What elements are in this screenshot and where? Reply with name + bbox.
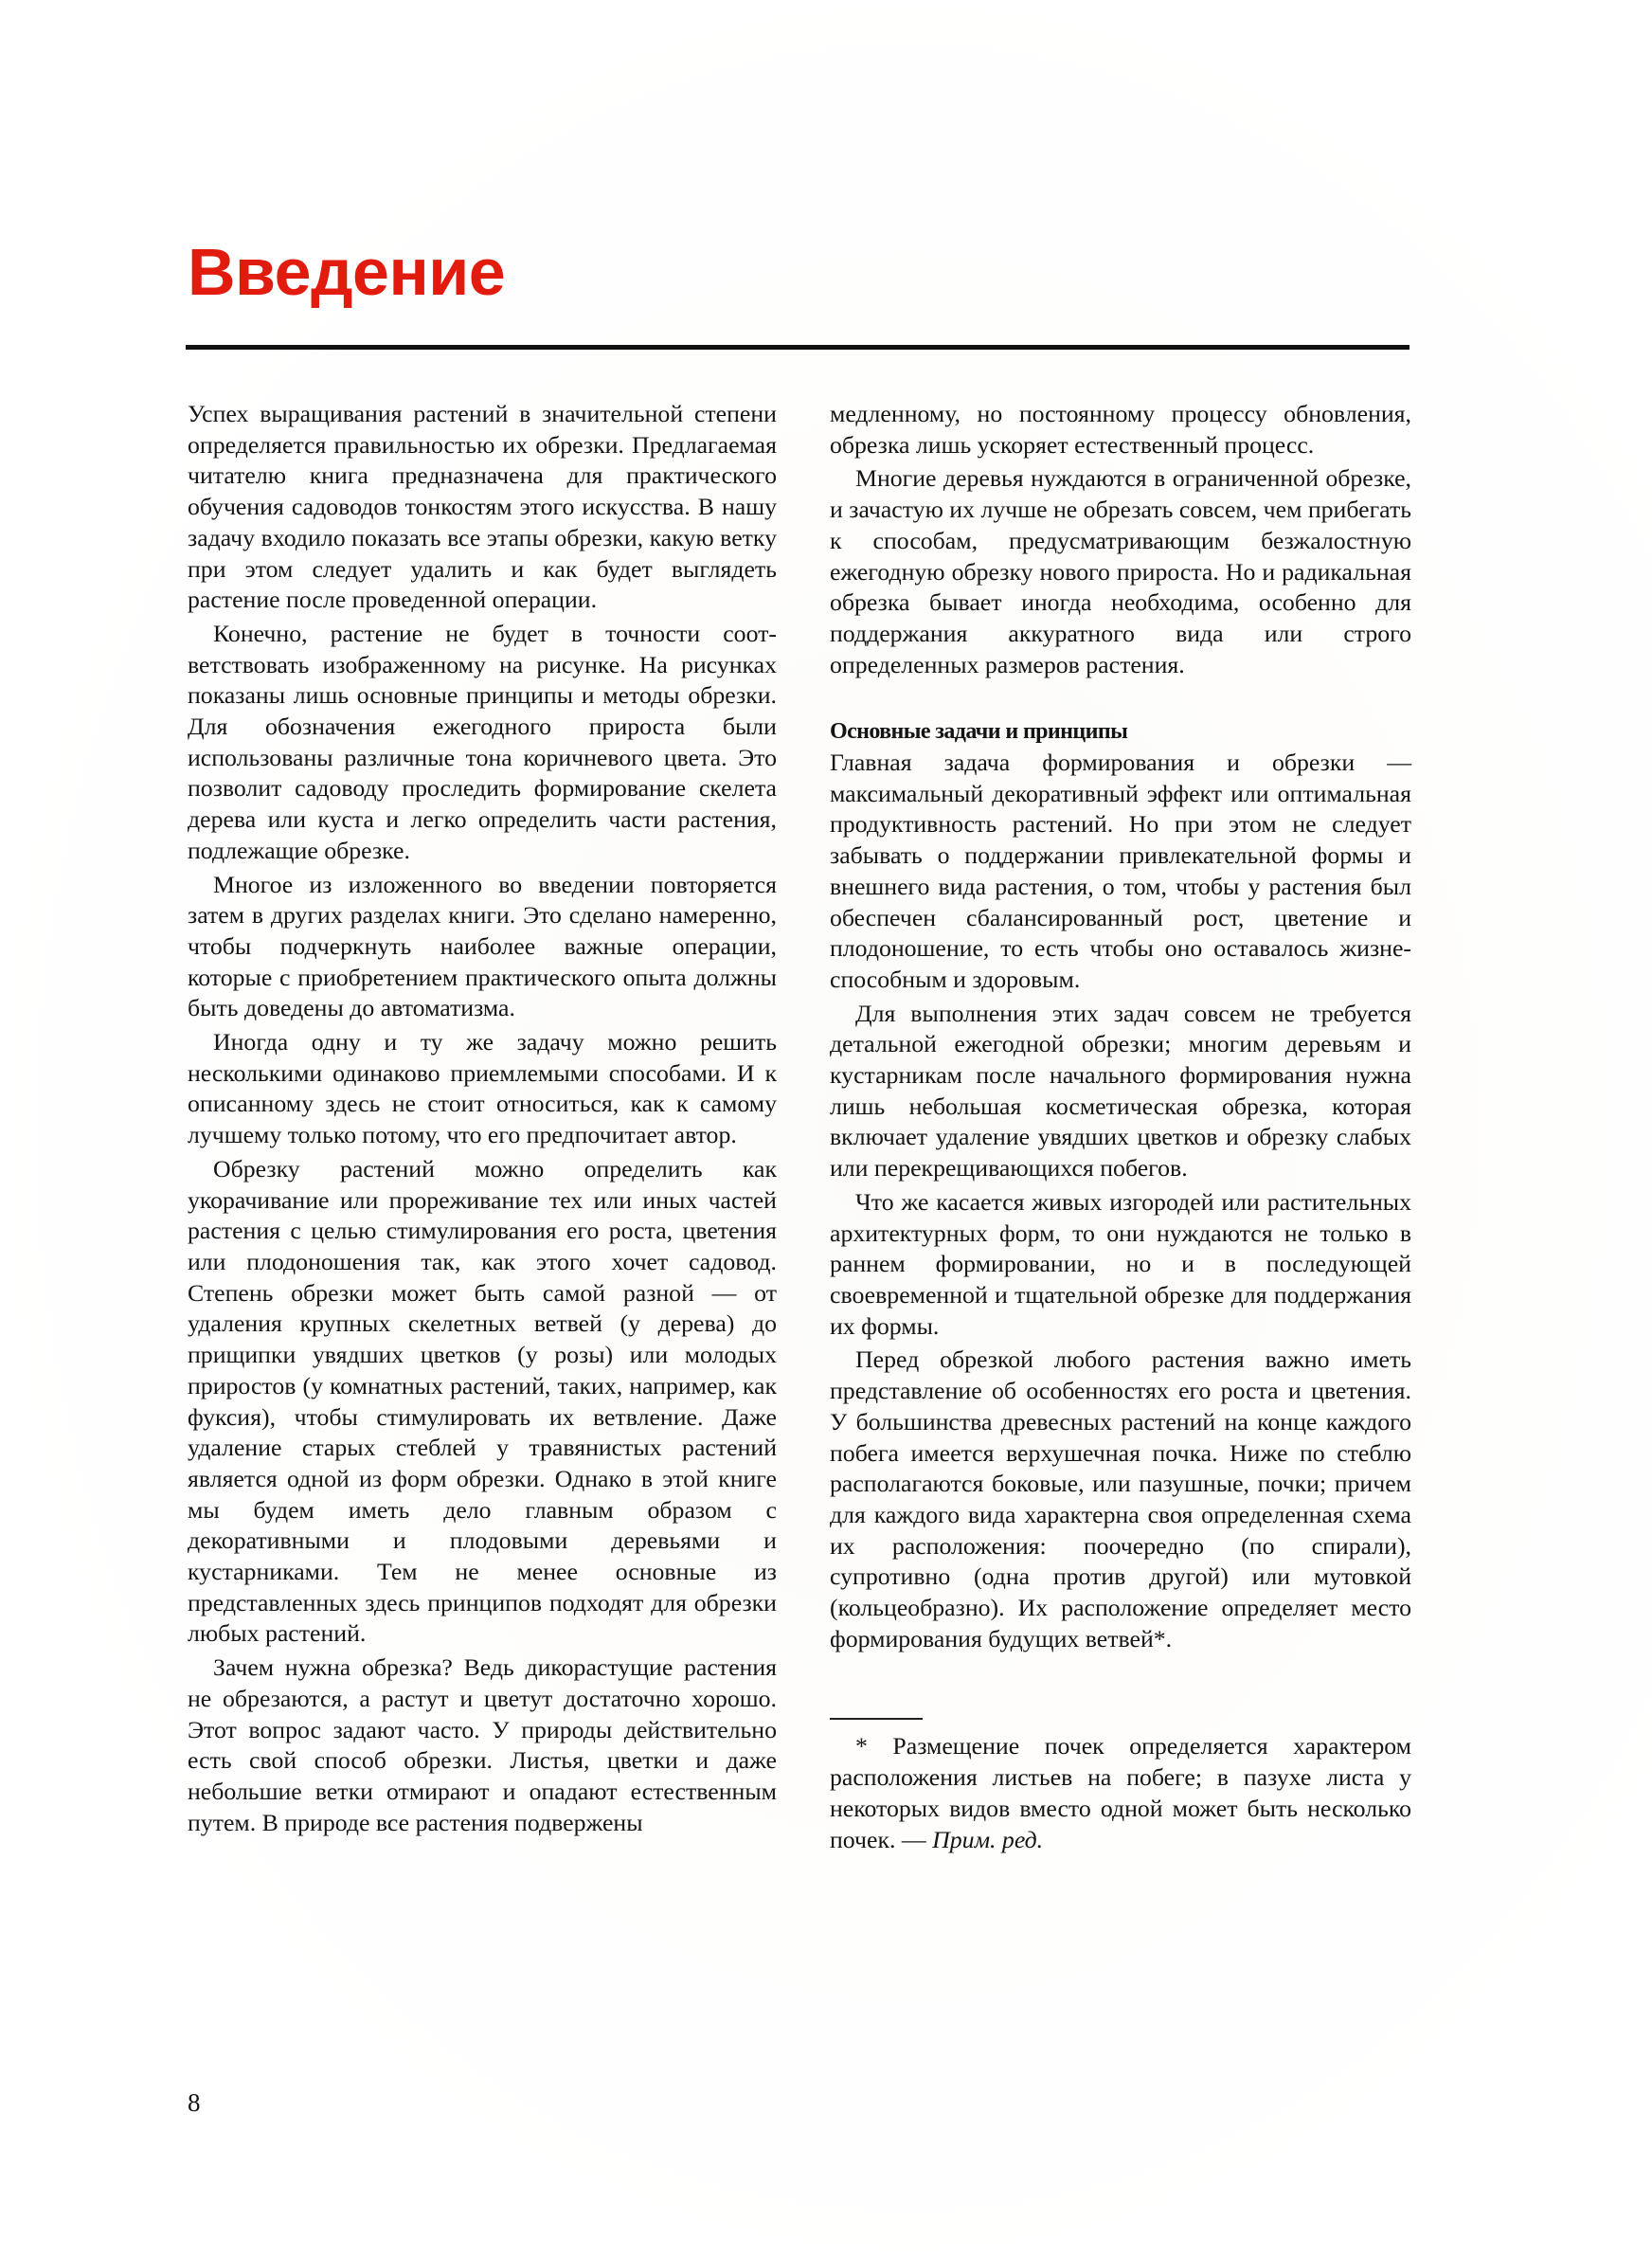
footnote (830, 1731, 1411, 1855)
paragraph: Для выполнения этих задач совсем не требуется детальной ежегодной обрезки; многим деревьям и кустарникам после начального формирования нужна лишь небольшая косметическая обрезка, которая включает удаление увядших цветков и обрезку слабых или перекрещивающихся побегов. (830, 999, 1411, 1183)
section-heading: Основные задачи и принципы (830, 719, 1128, 745)
title-rule-divider (186, 345, 1410, 350)
chapter-title: Введение (188, 235, 506, 309)
page-number: 8 (188, 2088, 201, 2117)
paragraph: Иногда одну и ту же задачу можно решить несколькими одинаково приемлемыми способами. И к описанному здесь не стоит относиться, как к самому лучшему только потому, что его предпочитает автор. (188, 1028, 777, 1149)
paragraph-continuation: медленному, но постоянному процессу обновления, обрезка лишь ускоряет естественный процесс. (830, 400, 1411, 459)
footnote-divider (830, 1718, 923, 1720)
paragraph: Успех выращивания растений в значительной степени определяется правильностью их обрезки. Предлагаемая читателю книга предназначена для практического обучения садоводов тонкостям этого искусства. В нашу задачу входило показать все этапы обрезки, какую ветку при этом следует удалить и как будет выглядеть растение после проведенной операции. (188, 400, 777, 614)
right-column (830, 399, 1411, 1855)
section-lead-paragraph: Главная задача формирования и обрезки — максимальный декоративный эффект или оптимальная продуктивность растений. Но при этом не следует забывать о поддержании привлекательной формы и внешнего вида растения, о том, чтобы у растения был обеспечен сбалансированный рост, цветение и плодоношение, то есть чтобы оно оставалось жизнеспособным и здоровым. (830, 749, 1411, 993)
paragraph: Зачем нужна обрезка? Ведь дикорастущие растения не обрезаются, а растут и цветут достаточно хорошо. Этот вопрос задают часто. У природы действительно есть свой способ обрезки. Листья, цветки и даже небольшие ветки отмирают и опадают естественным путем. В природе все растения подвержены (188, 1653, 777, 1836)
paragraph: Перед обрезкой любого растения важно иметь представление об особенностях его роста и цветения. У большинства древесных растений на конце каждого побега имеется верхушечная почка. Ниже по стеблю располагаются боковые, или пазушные, почки; причем для каждого вида характерна своя определенная схема их расположения: поочередно (по спирали), супротивно (одна против другой) или мутовкой (кольцеобразно). Их расположение определяет место формирования будущих ветвей*. (830, 1345, 1411, 1652)
footnote-editor-note: Прим. ред. (932, 1825, 1044, 1853)
paragraph: Что же касается живых изгородей или растительных архитектурных форм, то они нуждаются не только в раннем формировании, но и в последующей своевременной и тщательной обрезке для поддержания их формы. (830, 1187, 1411, 1340)
paragraph: Многое из изложенного во введении повторяется затем в других разделах книги. Это сделано намеренно, чтобы подчеркнуть наиболее важные операции, которые с приобретением практического опыта должны быть доведены до автоматизма. (188, 870, 777, 1022)
paragraph: Обрезку растений можно определить как укорачивание или прореживание тех или иных частей растения с целью стимулирования его роста, цветения или плодоношения так, как этого хочет садовод. Степень обрезки может быть самой разной — от удаления крупных скелетных ветвей (у дерева) до прищипки увядших цветков (у розы) или молодых приростов (у комнатных растений, таких, например, как фуксия), чтобы стимулировать их ветвление. Даже удаление старых стеблей у травянистых растений является одной из форм обрезки. Однако в этой книге мы будем иметь дело главным образом с декоративными и плодовыми деревьями и кустарниками. Тем не менее основные из представленных здесь принципов подходят для обрезки любых растений. (188, 1154, 777, 1648)
paragraph: Конечно, растение не будет в точности соответствовать изображенному на рисунке. На рисунках показаны лишь основные принципы и методы обрезки. Для обозначения ежегодного прироста были использованы различные тона коричневого цвета. Это позволит садоводу проследить формирование скелета дерева или куста и легко определить части растения, подлежащие обрезке. (188, 619, 777, 864)
paragraph: Многие деревья нуждаются в ограниченной обрезке, и зачастую их лучше не обрезать совсем, чем прибегать к способам, предусматривающим безжалостную ежегодную обрезку нового прироста. Но и радикальная обрезка бывает иногда необходима, особенно для поддержания аккуратного вида или строго определенных размеров растения. (830, 464, 1411, 678)
footnote-text: * Размещение почек определяется характером расположения листьев на побеге; в пазухе листа у некоторых видов вместо одной может быть несколько почек. — (830, 1732, 1411, 1853)
left-column (188, 399, 777, 1841)
